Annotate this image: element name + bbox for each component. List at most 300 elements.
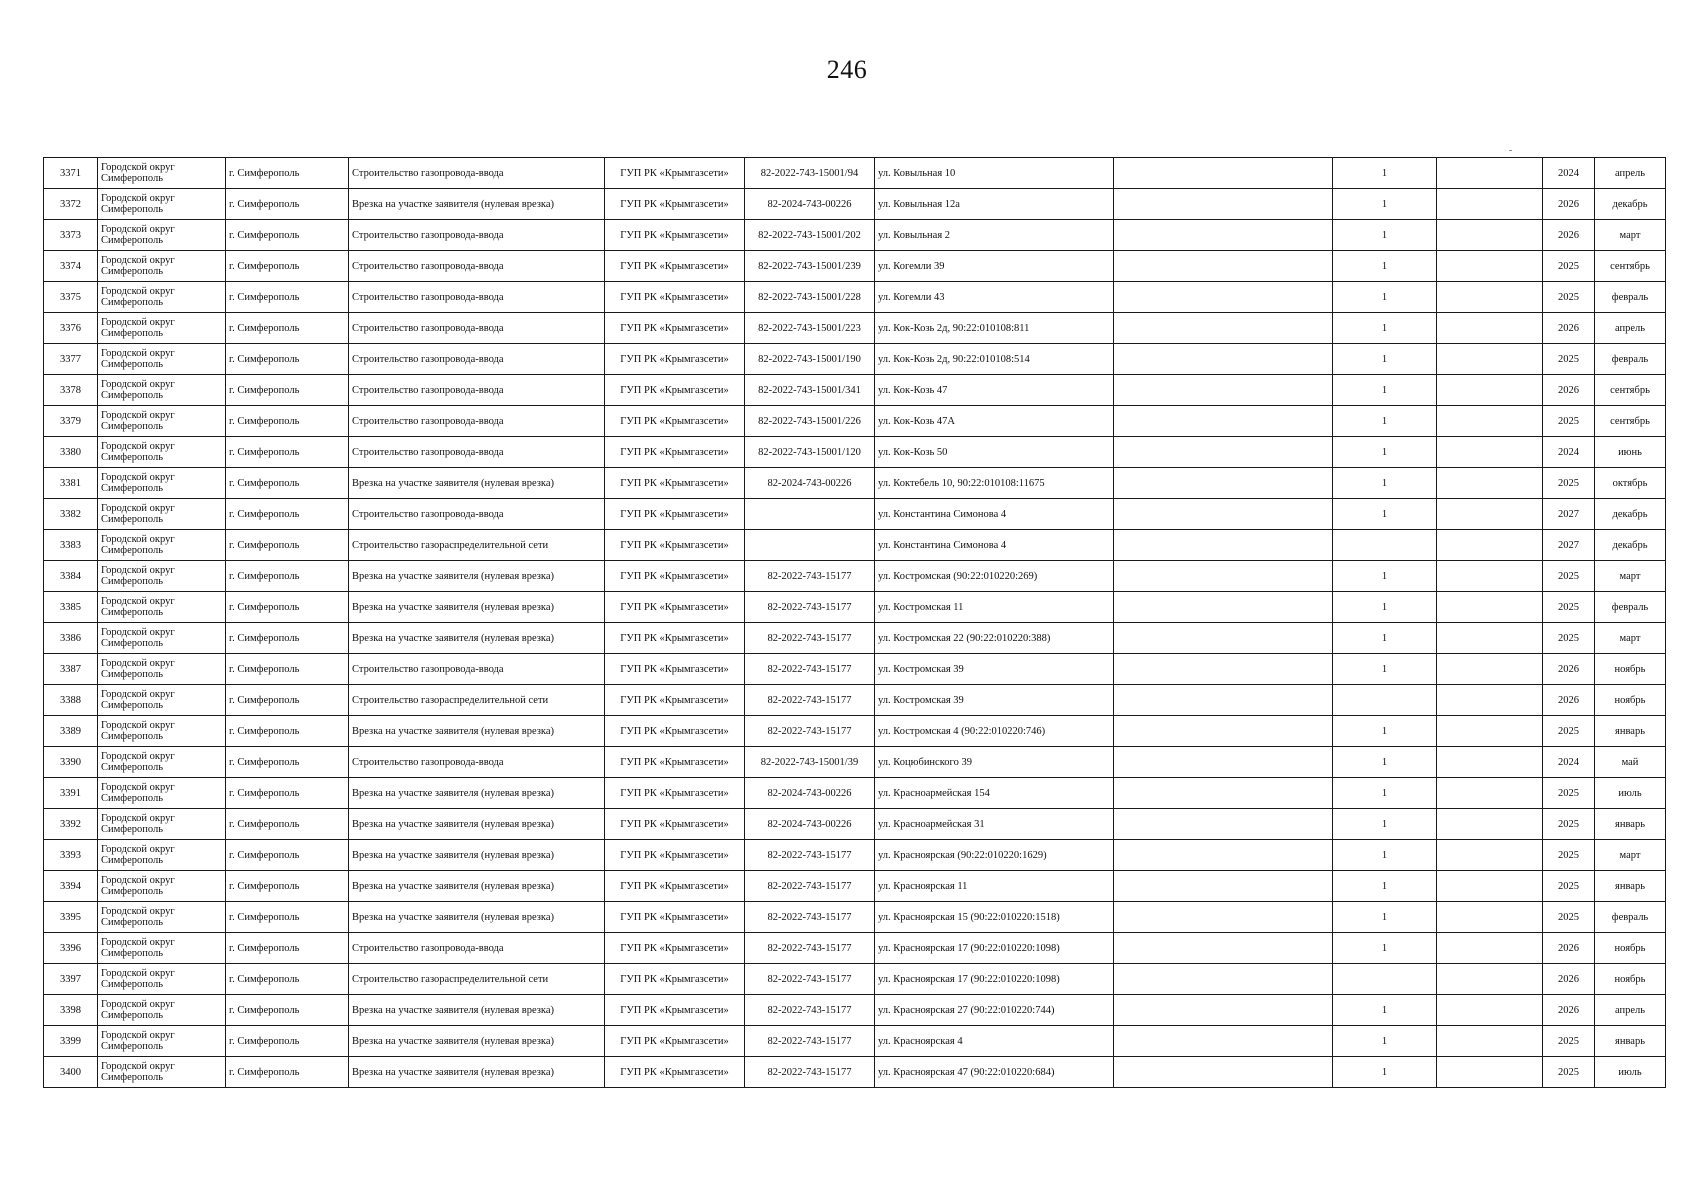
locality-cell: г. Симферополь (226, 406, 349, 437)
row-number: 3384 (44, 561, 98, 592)
month-cell: апрель (1595, 313, 1666, 344)
district-cell: Городской округ Симферополь (98, 189, 226, 220)
quantity-cell: 1 (1333, 375, 1437, 406)
document-number-cell: 82-2022-743-15177 (745, 623, 875, 654)
work-type-cell: Строительство газопровода-ввода (349, 344, 605, 375)
organization-cell: ГУП РК «Крымгазсети» (605, 623, 745, 654)
address-cell: ул. Красноярская 17 (90:22:010220:1098) (875, 933, 1114, 964)
document-number-cell: 82-2022-743-15177 (745, 964, 875, 995)
blank-cell (1437, 220, 1543, 251)
organization-cell: ГУП РК «Крымгазсети» (605, 840, 745, 871)
month-cell: сентябрь (1595, 375, 1666, 406)
month-cell: июль (1595, 778, 1666, 809)
table-row (44, 809, 1666, 840)
blank-cell (1114, 747, 1333, 778)
organization-cell: ГУП РК «Крымгазсети» (605, 282, 745, 313)
work-type-cell: Врезка на участке заявителя (нулевая врезка) (349, 1057, 605, 1088)
month-cell: февраль (1595, 344, 1666, 375)
locality-cell: г. Симферополь (226, 902, 349, 933)
district-cell: Городской округ Симферополь (98, 716, 226, 747)
month-cell: февраль (1595, 592, 1666, 623)
blank-cell (1114, 716, 1333, 747)
blank-cell (1114, 499, 1333, 530)
month-cell: январь (1595, 716, 1666, 747)
quantity-cell: 1 (1333, 809, 1437, 840)
blank-cell (1437, 716, 1543, 747)
work-type-cell: Врезка на участке заявителя (нулевая врезка) (349, 468, 605, 499)
month-cell: апрель (1595, 158, 1666, 189)
work-type-cell: Строительство газопровода-ввода (349, 158, 605, 189)
blank-cell (1437, 375, 1543, 406)
blank-cell (1437, 933, 1543, 964)
blank-cell (1114, 189, 1333, 220)
row-number: 3390 (44, 747, 98, 778)
locality-cell: г. Симферополь (226, 437, 349, 468)
table-row (44, 592, 1666, 623)
blank-cell (1437, 747, 1543, 778)
locality-cell: г. Симферополь (226, 251, 349, 282)
address-cell: ул. Коцюбинского 39 (875, 747, 1114, 778)
blank-cell (1437, 592, 1543, 623)
row-number: 3371 (44, 158, 98, 189)
year-cell: 2025 (1543, 1026, 1595, 1057)
row-number: 3383 (44, 530, 98, 561)
year-cell: 2026 (1543, 313, 1595, 344)
locality-cell: г. Симферополь (226, 871, 349, 902)
work-type-cell: Врезка на участке заявителя (нулевая врезка) (349, 840, 605, 871)
document-number-cell: 82-2024-743-00226 (745, 778, 875, 809)
document-number-cell: 82-2022-743-15177 (745, 685, 875, 716)
blank-cell (1114, 375, 1333, 406)
locality-cell: г. Симферополь (226, 499, 349, 530)
year-cell: 2025 (1543, 468, 1595, 499)
blank-cell (1114, 282, 1333, 313)
month-cell: январь (1595, 871, 1666, 902)
year-cell: 2025 (1543, 592, 1595, 623)
address-cell: ул. Красноармейская 154 (875, 778, 1114, 809)
year-cell: 2025 (1543, 1057, 1595, 1088)
address-cell: ул. Кок-Козь 2д, 90:22:010108:514 (875, 344, 1114, 375)
quantity-cell: 1 (1333, 747, 1437, 778)
quantity-cell: 1 (1333, 623, 1437, 654)
blank-cell (1114, 1026, 1333, 1057)
district-cell: Городской округ Симферополь (98, 437, 226, 468)
table-row (44, 437, 1666, 468)
blank-cell (1437, 406, 1543, 437)
work-type-cell: Врезка на участке заявителя (нулевая врезка) (349, 623, 605, 654)
row-number: 3395 (44, 902, 98, 933)
document-number-cell: 82-2022-743-15001/39 (745, 747, 875, 778)
blank-cell (1437, 437, 1543, 468)
district-cell: Городской округ Симферополь (98, 530, 226, 561)
blank-cell (1114, 840, 1333, 871)
organization-cell: ГУП РК «Крымгазсети» (605, 778, 745, 809)
month-cell: июнь (1595, 437, 1666, 468)
blank-cell (1114, 437, 1333, 468)
blank-cell (1114, 561, 1333, 592)
table-row (44, 902, 1666, 933)
blank-cell (1437, 251, 1543, 282)
locality-cell: г. Симферополь (226, 716, 349, 747)
month-cell: ноябрь (1595, 964, 1666, 995)
quantity-cell: 1 (1333, 220, 1437, 251)
organization-cell: ГУП РК «Крымгазсети» (605, 995, 745, 1026)
locality-cell: г. Симферополь (226, 778, 349, 809)
district-cell: Городской округ Симферополь (98, 375, 226, 406)
month-cell: ноябрь (1595, 685, 1666, 716)
address-cell: ул. Красноярская 15 (90:22:010220:1518) (875, 902, 1114, 933)
blank-cell (1437, 778, 1543, 809)
row-number: 3375 (44, 282, 98, 313)
table-row (44, 933, 1666, 964)
table-row (44, 530, 1666, 561)
month-cell: май (1595, 747, 1666, 778)
document-number-cell: 82-2022-743-15001/120 (745, 437, 875, 468)
month-cell: ноябрь (1595, 933, 1666, 964)
year-cell: 2025 (1543, 282, 1595, 313)
organization-cell: ГУП РК «Крымгазсети» (605, 189, 745, 220)
locality-cell: г. Симферополь (226, 933, 349, 964)
quantity-cell: 1 (1333, 933, 1437, 964)
organization-cell: ГУП РК «Крымгазсети» (605, 809, 745, 840)
month-cell: март (1595, 840, 1666, 871)
address-cell: ул. Коктебель 10, 90:22:010108:11675 (875, 468, 1114, 499)
district-cell: Городской округ Симферополь (98, 933, 226, 964)
address-cell: ул. Красноярская 17 (90:22:010220:1098) (875, 964, 1114, 995)
year-cell: 2026 (1543, 685, 1595, 716)
row-number: 3386 (44, 623, 98, 654)
year-cell: 2025 (1543, 809, 1595, 840)
locality-cell: г. Симферополь (226, 189, 349, 220)
organization-cell: ГУП РК «Крымгазсети» (605, 933, 745, 964)
district-cell: Городской округ Симферополь (98, 902, 226, 933)
address-cell: ул. Ковыльная 12а (875, 189, 1114, 220)
locality-cell: г. Симферополь (226, 654, 349, 685)
document-number-cell: 82-2022-743-15177 (745, 716, 875, 747)
address-cell: ул. Кок-Козь 47А (875, 406, 1114, 437)
work-type-cell: Врезка на участке заявителя (нулевая врезка) (349, 902, 605, 933)
locality-cell: г. Симферополь (226, 158, 349, 189)
organization-cell: ГУП РК «Крымгазсети» (605, 1026, 745, 1057)
row-number: 3393 (44, 840, 98, 871)
registry-table (43, 157, 1666, 1088)
address-cell: ул. Красноярская 4 (875, 1026, 1114, 1057)
month-cell: ноябрь (1595, 654, 1666, 685)
quantity-cell: 1 (1333, 840, 1437, 871)
work-type-cell: Строительство газопровода-ввода (349, 406, 605, 437)
year-cell: 2026 (1543, 220, 1595, 251)
district-cell: Городской округ Симферополь (98, 685, 226, 716)
work-type-cell: Строительство газораспределительной сети (349, 685, 605, 716)
locality-cell: г. Симферополь (226, 282, 349, 313)
row-number: 3394 (44, 871, 98, 902)
table-row (44, 344, 1666, 375)
blank-cell (1437, 282, 1543, 313)
blank-cell (1114, 530, 1333, 561)
month-cell: январь (1595, 1026, 1666, 1057)
table-row (44, 468, 1666, 499)
work-type-cell: Врезка на участке заявителя (нулевая врезка) (349, 716, 605, 747)
table-row (44, 623, 1666, 654)
blank-cell (1437, 313, 1543, 344)
table-row (44, 158, 1666, 189)
blank-cell (1437, 871, 1543, 902)
year-cell: 2026 (1543, 964, 1595, 995)
work-type-cell: Врезка на участке заявителя (нулевая врезка) (349, 592, 605, 623)
organization-cell: ГУП РК «Крымгазсети» (605, 561, 745, 592)
locality-cell: г. Симферополь (226, 592, 349, 623)
organization-cell: ГУП РК «Крымгазсети» (605, 344, 745, 375)
page-number: 246 (826, 55, 868, 84)
work-type-cell: Строительство газопровода-ввода (349, 933, 605, 964)
row-number: 3387 (44, 654, 98, 685)
locality-cell: г. Симферополь (226, 964, 349, 995)
blank-cell (1114, 220, 1333, 251)
document-number-cell: 82-2024-743-00226 (745, 809, 875, 840)
district-cell: Городской округ Симферополь (98, 344, 226, 375)
address-cell: ул. Костромская 39 (875, 654, 1114, 685)
table-row (44, 840, 1666, 871)
address-cell: ул. Когемли 39 (875, 251, 1114, 282)
table-row (44, 220, 1666, 251)
month-cell: март (1595, 220, 1666, 251)
work-type-cell: Строительство газопровода-ввода (349, 747, 605, 778)
work-type-cell: Врезка на участке заявителя (нулевая врезка) (349, 778, 605, 809)
row-number: 3397 (44, 964, 98, 995)
table-row (44, 778, 1666, 809)
quantity-cell: 1 (1333, 282, 1437, 313)
blank-cell (1114, 313, 1333, 344)
year-cell: 2025 (1543, 840, 1595, 871)
address-cell: ул. Ковыльная 10 (875, 158, 1114, 189)
row-number: 3385 (44, 592, 98, 623)
quantity-cell: 1 (1333, 344, 1437, 375)
row-number: 3379 (44, 406, 98, 437)
year-cell: 2025 (1543, 902, 1595, 933)
locality-cell: г. Симферополь (226, 840, 349, 871)
month-cell: сентябрь (1595, 251, 1666, 282)
table-row (44, 964, 1666, 995)
blank-cell (1114, 685, 1333, 716)
work-type-cell: Врезка на участке заявителя (нулевая врезка) (349, 189, 605, 220)
row-number: 3374 (44, 251, 98, 282)
registry-rows (44, 158, 1666, 1088)
organization-cell: ГУП РК «Крымгазсети» (605, 592, 745, 623)
address-cell: ул. Костромская 22 (90:22:010220:388) (875, 623, 1114, 654)
organization-cell: ГУП РК «Крымгазсети» (605, 530, 745, 561)
address-cell: ул. Константина Симонова 4 (875, 530, 1114, 561)
blank-cell (1114, 964, 1333, 995)
district-cell: Городской округ Симферополь (98, 282, 226, 313)
blank-cell (1437, 654, 1543, 685)
address-cell: ул. Красноярская 11 (875, 871, 1114, 902)
quantity-cell: 1 (1333, 871, 1437, 902)
work-type-cell: Строительство газопровода-ввода (349, 375, 605, 406)
document-number-cell: 82-2024-743-00226 (745, 189, 875, 220)
document-number-cell: 82-2022-743-15177 (745, 1026, 875, 1057)
document-number-cell: 82-2022-743-15177 (745, 933, 875, 964)
year-cell: 2026 (1543, 995, 1595, 1026)
row-number: 3389 (44, 716, 98, 747)
table-row (44, 375, 1666, 406)
year-cell: 2025 (1543, 623, 1595, 654)
blank-cell (1437, 964, 1543, 995)
document-number-cell: 82-2024-743-00226 (745, 468, 875, 499)
district-cell: Городской округ Симферополь (98, 158, 226, 189)
work-type-cell: Строительство газопровода-ввода (349, 313, 605, 344)
work-type-cell: Врезка на участке заявителя (нулевая врезка) (349, 995, 605, 1026)
quantity-cell: 1 (1333, 654, 1437, 685)
table-row (44, 1057, 1666, 1088)
document-number-cell: 82-2022-743-15177 (745, 1057, 875, 1088)
table-row (44, 282, 1666, 313)
year-cell: 2025 (1543, 344, 1595, 375)
blank-cell (1437, 561, 1543, 592)
address-cell: ул. Костромская 39 (875, 685, 1114, 716)
district-cell: Городской округ Симферополь (98, 406, 226, 437)
row-number: 3392 (44, 809, 98, 840)
address-cell: ул. Константина Симонова 4 (875, 499, 1114, 530)
district-cell: Городской округ Симферополь (98, 871, 226, 902)
blank-cell (1437, 189, 1543, 220)
work-type-cell: Врезка на участке заявителя (нулевая врезка) (349, 1026, 605, 1057)
blank-cell (1114, 1057, 1333, 1088)
work-type-cell: Врезка на участке заявителя (нулевая врезка) (349, 871, 605, 902)
organization-cell: ГУП РК «Крымгазсети» (605, 499, 745, 530)
address-cell: ул. Костромская 4 (90:22:010220:746) (875, 716, 1114, 747)
table-row (44, 1026, 1666, 1057)
blank-cell (1437, 902, 1543, 933)
locality-cell: г. Симферополь (226, 747, 349, 778)
blank-cell (1114, 344, 1333, 375)
row-number: 3399 (44, 1026, 98, 1057)
organization-cell: ГУП РК «Крымгазсети» (605, 375, 745, 406)
table-row (44, 406, 1666, 437)
quantity-cell: 1 (1333, 716, 1437, 747)
district-cell: Городской округ Симферополь (98, 468, 226, 499)
year-cell: 2025 (1543, 406, 1595, 437)
district-cell: Городской округ Симферополь (98, 1026, 226, 1057)
quantity-cell: 1 (1333, 778, 1437, 809)
locality-cell: г. Симферополь (226, 685, 349, 716)
blank-cell (1437, 623, 1543, 654)
address-cell: ул. Ковыльная 2 (875, 220, 1114, 251)
district-cell: Городской округ Симферополь (98, 561, 226, 592)
blank-cell (1114, 654, 1333, 685)
year-cell: 2027 (1543, 530, 1595, 561)
blank-cell (1437, 685, 1543, 716)
locality-cell: г. Симферополь (226, 313, 349, 344)
blank-cell (1114, 468, 1333, 499)
work-type-cell: Строительство газораспределительной сети (349, 964, 605, 995)
organization-cell: ГУП РК «Крымгазсети» (605, 313, 745, 344)
row-number: 3378 (44, 375, 98, 406)
quantity-cell (1333, 685, 1437, 716)
district-cell: Городской округ Симферополь (98, 220, 226, 251)
table-row (44, 561, 1666, 592)
quantity-cell: 1 (1333, 313, 1437, 344)
blank-cell (1114, 406, 1333, 437)
document-number-cell: 82-2022-743-15001/202 (745, 220, 875, 251)
district-cell: Городской округ Симферополь (98, 251, 226, 282)
organization-cell: ГУП РК «Крымгазсети» (605, 871, 745, 902)
document-number-cell: 82-2022-743-15001/226 (745, 406, 875, 437)
document-number-cell: 82-2022-743-15177 (745, 561, 875, 592)
document-number-cell: 82-2022-743-15001/223 (745, 313, 875, 344)
year-cell: 2025 (1543, 716, 1595, 747)
locality-cell: г. Симферополь (226, 995, 349, 1026)
quantity-cell: 1 (1333, 561, 1437, 592)
month-cell: январь (1595, 809, 1666, 840)
blank-cell (1437, 809, 1543, 840)
blank-cell (1114, 158, 1333, 189)
blank-cell (1114, 809, 1333, 840)
blank-cell (1437, 344, 1543, 375)
quantity-cell: 1 (1333, 406, 1437, 437)
district-cell: Городской округ Симферополь (98, 964, 226, 995)
organization-cell: ГУП РК «Крымгазсети» (605, 1057, 745, 1088)
month-cell: декабрь (1595, 189, 1666, 220)
quantity-cell (1333, 964, 1437, 995)
row-number: 3398 (44, 995, 98, 1026)
work-type-cell: Врезка на участке заявителя (нулевая врезка) (349, 561, 605, 592)
organization-cell: ГУП РК «Крымгазсети» (605, 251, 745, 282)
row-number: 3376 (44, 313, 98, 344)
year-cell: 2025 (1543, 871, 1595, 902)
organization-cell: ГУП РК «Крымгазсети» (605, 716, 745, 747)
quantity-cell: 1 (1333, 995, 1437, 1026)
row-number: 3400 (44, 1057, 98, 1088)
quantity-cell: 1 (1333, 1057, 1437, 1088)
blank-cell (1437, 158, 1543, 189)
locality-cell: г. Симферополь (226, 623, 349, 654)
document-number-cell: 82-2022-743-15177 (745, 995, 875, 1026)
organization-cell: ГУП РК «Крымгазсети» (605, 964, 745, 995)
document-number-cell: 82-2022-743-15001/239 (745, 251, 875, 282)
document-number-cell: 82-2022-743-15177 (745, 902, 875, 933)
row-number: 3373 (44, 220, 98, 251)
district-cell: Городской округ Симферополь (98, 499, 226, 530)
address-cell: ул. Красноярская 47 (90:22:010220:684) (875, 1057, 1114, 1088)
organization-cell: ГУП РК «Крымгазсети» (605, 468, 745, 499)
document-number-cell: 82-2022-743-15177 (745, 871, 875, 902)
locality-cell: г. Симферополь (226, 1057, 349, 1088)
month-cell: октябрь (1595, 468, 1666, 499)
district-cell: Городской округ Симферополь (98, 654, 226, 685)
quantity-cell: 1 (1333, 468, 1437, 499)
district-cell: Городской округ Симферополь (98, 778, 226, 809)
table-row (44, 189, 1666, 220)
quantity-cell: 1 (1333, 251, 1437, 282)
table-row (44, 313, 1666, 344)
district-cell: Городской округ Симферополь (98, 313, 226, 344)
table-row (44, 716, 1666, 747)
year-cell: 2025 (1543, 251, 1595, 282)
month-cell: сентябрь (1595, 406, 1666, 437)
row-number: 3372 (44, 189, 98, 220)
blank-cell (1437, 1026, 1543, 1057)
blank-cell (1437, 530, 1543, 561)
year-cell: 2026 (1543, 189, 1595, 220)
organization-cell: ГУП РК «Крымгазсети» (605, 158, 745, 189)
organization-cell: ГУП РК «Крымгазсети» (605, 654, 745, 685)
year-cell: 2026 (1543, 933, 1595, 964)
organization-cell: ГУП РК «Крымгазсети» (605, 437, 745, 468)
blank-cell (1114, 902, 1333, 933)
row-number: 3381 (44, 468, 98, 499)
document-number-cell: 82-2022-743-15177 (745, 592, 875, 623)
table-row (44, 871, 1666, 902)
